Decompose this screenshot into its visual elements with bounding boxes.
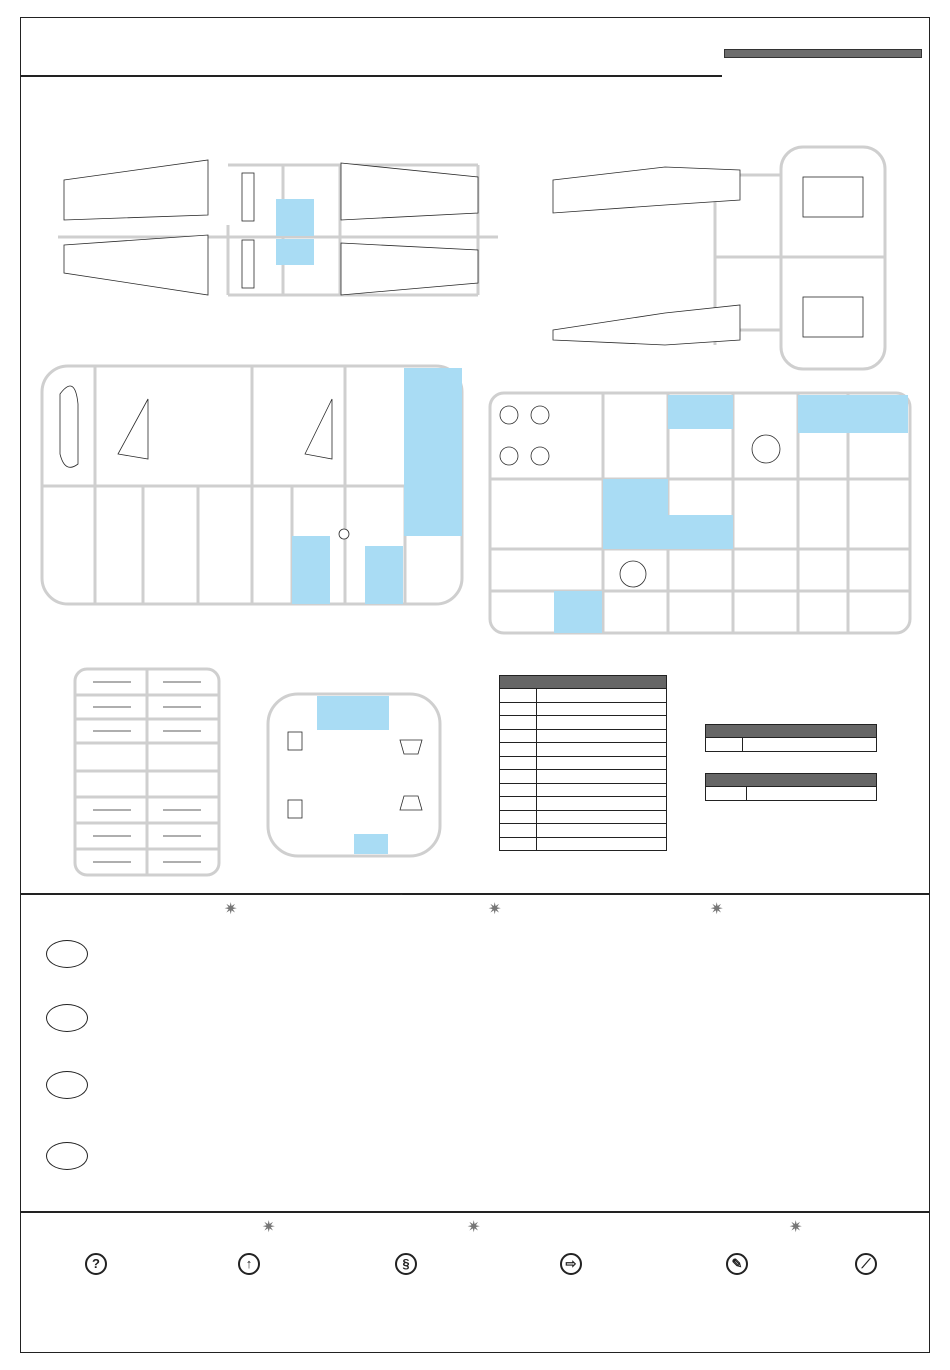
wing-lower-left [64, 235, 208, 295]
highlight-part [668, 515, 733, 549]
caution-star-icon: ✷ [488, 901, 502, 918]
part-block [803, 297, 863, 337]
paint-legend-table [705, 773, 877, 801]
canopy-frame [288, 800, 302, 818]
wheel [500, 447, 518, 465]
highlight-part [354, 834, 388, 854]
header-bar [724, 49, 922, 58]
language-badge [46, 940, 88, 968]
propeller-hub [339, 529, 349, 539]
sprue-fuselage [545, 145, 890, 373]
arrow-right-icon: ⇨ [560, 1253, 582, 1275]
highlight-part [317, 696, 389, 730]
knife-icon: ⟋ [855, 1253, 877, 1275]
highlight-part [554, 591, 602, 633]
windscreen [400, 740, 422, 754]
language-badge [46, 1071, 88, 1099]
color-legend-table [499, 675, 667, 851]
wheel [500, 406, 518, 424]
windscreen [400, 796, 422, 810]
highlight-part [276, 239, 314, 265]
wheel [531, 406, 549, 424]
caution-star-icon: ✷ [710, 901, 724, 918]
engine-cylinder [752, 435, 780, 463]
chevron-down-icon: ˇ [400, 893, 403, 902]
highlight-part [404, 368, 462, 486]
pen-icon: ✎ [726, 1253, 748, 1275]
highlight-part [404, 486, 462, 536]
highlight-part [292, 536, 330, 604]
caution-star-icon: ✷ [224, 901, 238, 918]
engine-cylinder [620, 561, 646, 587]
wing-upper-left [64, 160, 208, 220]
sprue-clear-parts [266, 692, 442, 858]
fuselage-half-lower [553, 305, 740, 345]
section-rule [20, 1211, 930, 1213]
highlight-part [276, 199, 314, 236]
wheel [531, 447, 549, 465]
footer-star-icon: ✷ [467, 1219, 481, 1236]
sprue-wings [58, 155, 498, 305]
header-rule [20, 75, 722, 77]
section-rule [20, 893, 930, 895]
sprue-tail [40, 364, 466, 608]
wing-lower-right [341, 243, 478, 295]
canopy-frame [288, 732, 302, 750]
language-badge [46, 1142, 88, 1170]
sprue-small-parts [488, 391, 912, 635]
fuselage-half-upper [553, 167, 740, 213]
question-icon: ? [85, 1253, 107, 1275]
wing-upper-right [341, 163, 478, 220]
rudder [60, 386, 78, 467]
part-strip [242, 173, 254, 221]
highlight-part [668, 395, 733, 429]
footer-star-icon: ✷ [262, 1219, 276, 1236]
highlight-part [603, 479, 668, 549]
part-strip [242, 240, 254, 288]
spring-icon: § [395, 1253, 417, 1275]
tail-fin [118, 399, 148, 459]
arrow-up-icon: ↑ [238, 1253, 260, 1275]
tail-fin [305, 399, 332, 459]
highlight-part [365, 546, 403, 604]
language-badge [46, 1004, 88, 1032]
highlight-part [798, 395, 908, 433]
footer-star-icon: ✷ [789, 1219, 803, 1236]
part-block [803, 177, 863, 217]
decal-legend-table [705, 724, 877, 752]
sprue-weapons [73, 667, 221, 877]
